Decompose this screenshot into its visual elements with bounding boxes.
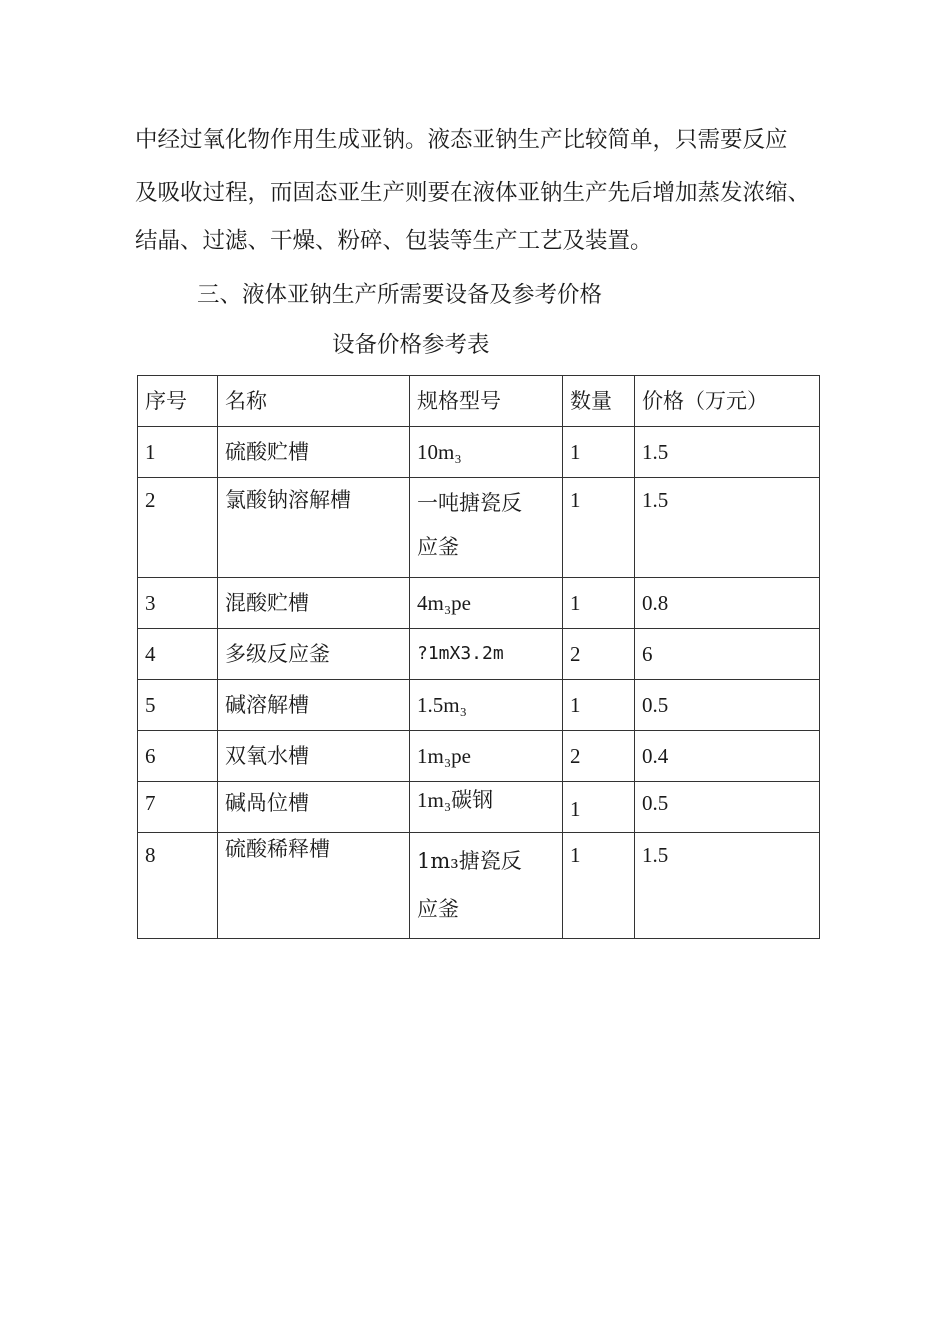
cell-qty: 1 <box>563 680 635 731</box>
cell-qty: 1 <box>563 833 635 939</box>
cell-qty: 1 <box>563 478 635 578</box>
table-row <box>138 731 820 782</box>
table-title: 设备价格参考表 <box>332 332 490 358</box>
table-row <box>138 578 820 629</box>
cell-spec: 1.5m₃ <box>410 680 563 731</box>
cell-no: 7 <box>138 782 218 833</box>
paragraph-line-3: 结晶、过滤、干燥、粉碎、包装等生产工艺及装置。 <box>135 228 653 254</box>
header-name: 名称 <box>218 376 410 427</box>
cell-spec <box>410 478 563 578</box>
cell-spec <box>410 833 563 939</box>
table-row <box>138 680 820 731</box>
cell-no: 8 <box>138 833 218 939</box>
section-heading: 三、液体亚钠生产所需要设备及参考价格 <box>197 282 603 308</box>
header-no: 序号 <box>138 376 218 427</box>
paragraph-line-2: 及吸收过程，而固态亚生产则要在液体亚钠生产先后增加蒸发浓缩、 <box>135 180 811 206</box>
cell-no: 5 <box>138 680 218 731</box>
header-price: 价格（万元） <box>635 376 820 427</box>
cell-price: 1.5 <box>635 427 820 478</box>
cell-no: 2 <box>138 478 218 578</box>
cell-name: 碱咼位槽 <box>218 782 410 833</box>
cell-name: 多级反应釜 <box>218 629 410 680</box>
table-row <box>138 833 820 939</box>
cell-qty: 1 <box>563 578 635 629</box>
cell-spec-line: 应釜 <box>417 897 459 921</box>
cell-name: 混酸贮槽 <box>218 578 410 629</box>
cell-spec-line: 一吨搪瓷反 <box>417 491 522 515</box>
table-row <box>138 478 820 578</box>
cell-price: 6 <box>635 629 820 680</box>
cell-spec: 4m₃pe <box>410 578 563 629</box>
cell-spec-line: 应釜 <box>417 535 459 559</box>
cell-name: 硫酸稀释槽 <box>218 833 410 939</box>
cell-price: 1.5 <box>635 833 820 939</box>
cell-name: 碱溶解槽 <box>218 680 410 731</box>
table-row <box>138 629 820 680</box>
cell-no: 4 <box>138 629 218 680</box>
cell-price: 0.5 <box>635 680 820 731</box>
header-qty: 数量 <box>563 376 635 427</box>
cell-qty: 2 <box>563 629 635 680</box>
cell-qty: 1 <box>563 427 635 478</box>
cell-spec: 1m₃pe <box>410 731 563 782</box>
cell-spec-line: 1m₃搪瓷反 <box>417 849 522 873</box>
cell-price: 0.8 <box>635 578 820 629</box>
cell-qty: 2 <box>563 731 635 782</box>
cell-price: 1.5 <box>635 478 820 578</box>
cell-qty: 1 <box>563 782 635 833</box>
cell-no: 6 <box>138 731 218 782</box>
cell-spec: ?1mX3.2m <box>410 629 563 680</box>
header-spec: 规格型号 <box>410 376 563 427</box>
cell-name: 氯酸钠溶解槽 <box>218 478 410 578</box>
cell-spec: 1m₃碳钢 <box>410 782 563 833</box>
cell-spec: 10m₃ <box>410 427 563 478</box>
cell-name: 硫酸贮槽 <box>218 427 410 478</box>
equipment-price-table <box>137 375 820 939</box>
cell-no: 1 <box>138 427 218 478</box>
cell-name: 双氧水槽 <box>218 731 410 782</box>
paragraph-line-1: 中经过氧化物作用生成亚钠。液态亚钠生产比较简单，只需要反应 <box>135 127 788 153</box>
cell-price: 0.5 <box>635 782 820 833</box>
cell-price: 0.4 <box>635 731 820 782</box>
table-row <box>138 782 820 833</box>
table-row <box>138 427 820 478</box>
cell-no: 3 <box>138 578 218 629</box>
table-header-row <box>138 376 820 427</box>
